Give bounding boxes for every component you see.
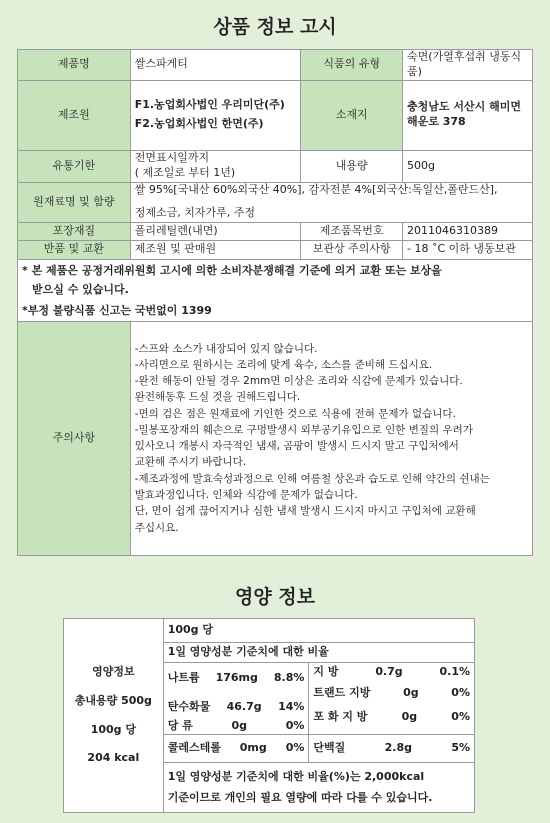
expiry-value — [130, 150, 301, 182]
product-name-value: 쌀스파게티 — [130, 50, 301, 81]
product-info-title: 상품 정보 고시 — [213, 16, 337, 38]
caution-line: -스프와 소스가 내장되어 있지 않습니다. — [134, 342, 318, 355]
caution-line: 있사오니 개봉시 자극적인 냄새, 곰팡이 발생시 드시지 말고 구입처에서 — [134, 440, 459, 453]
protein-amount: 2.8g — [384, 741, 412, 755]
maker-line-1: F1.농업회사법인 우리미단(주) — [134, 98, 285, 112]
caution-line: 완전해동후 드실 것을 권해드립니다. — [134, 391, 301, 404]
expiry-line-2: ( 제조일로 부터 1년) — [134, 166, 236, 180]
exchange-value: 제조원 및 판매원 — [130, 240, 301, 259]
sodium-name: 나트륨 — [167, 671, 200, 684]
nutrition-summary — [64, 619, 164, 813]
fat-pct: 0.1% — [439, 665, 470, 678]
caution-line: 단, 면이 쉽게 끊어지거나 심한 냄새 발생시 드시지 마시고 구입처에 교환해 — [134, 505, 476, 518]
caution-line: 발효과정입니다. 인체와 식감에 문제가 없습니다. — [134, 488, 358, 501]
storage-value: - 18 ˚C 이하 냉동보관 — [403, 240, 533, 259]
sodium-amount: 176mg — [215, 671, 258, 684]
cholesterol-cell — [163, 735, 309, 763]
report-number-value: 2011046310389 — [403, 222, 533, 240]
per-serving: 100g 당 — [163, 619, 474, 643]
ingredients-label: 원재료명 및 함량 — [18, 182, 131, 222]
notice-2: *부정 불량식품 신고는 국번없이 1399 — [22, 303, 212, 317]
expiry-label: 유통기한 — [18, 150, 131, 182]
cholesterol-name: 콜레스테롤 — [167, 741, 221, 755]
notice-1-line-2: 받으실 수 있습니다. — [32, 282, 129, 296]
nutrition-footer-line-2: 기준이므로 개인의 필요 열량에 따라 다를 수 있습니다. — [167, 790, 433, 804]
caution-line: -제조과정에 발효숙성과정으로 인해 여름철 상온과 습도로 인해 약간의 쉰내는 — [134, 472, 490, 485]
nutrition-table — [63, 618, 475, 813]
nutrient-left-block — [163, 663, 309, 735]
trans-amount: 0g — [403, 685, 419, 699]
caution-line: 교환해 주시기 바랍니다. — [134, 456, 247, 469]
exchange-label: 반품 및 교환 — [18, 240, 131, 259]
storage-label: 보관상 주의사항 — [301, 240, 403, 259]
caution-line: -완전 해동이 안될 경우 2mm면 이상은 조리와 식감에 문제가 있습니다. — [134, 375, 463, 388]
nutrient-row-carb — [168, 700, 305, 715]
nutrient-row-sat — [313, 710, 470, 725]
caution-line: -사리면으로 원하시는 조리에 맞게 육수, 소스를 준비해 드십시요. — [134, 358, 433, 371]
sodium-pct: 8.8% — [273, 671, 305, 684]
trans-pct: 0% — [451, 685, 470, 699]
nutrient-row-trans — [313, 686, 470, 701]
packaging-label: 포장재질 — [18, 222, 131, 240]
caution-line: 주십시요. — [134, 521, 179, 534]
capacity-value: 500g — [403, 150, 533, 182]
protein-name: 단백질 — [313, 741, 346, 755]
food-type-value: 숙면(가열후섭취 냉동식품) — [403, 50, 533, 81]
sat-amount: 0g — [401, 709, 418, 723]
nutrition-summary-line-2: 총내용량 500g — [74, 693, 152, 707]
capacity-label: 내용량 — [301, 150, 403, 182]
carb-pct: 14% — [278, 699, 305, 713]
sugar-name: 당 류 — [167, 718, 193, 732]
notice-box — [18, 259, 533, 321]
nutrient-row-cholesterol — [168, 741, 305, 756]
packaging-value: 폴리레틸렌(내면) — [130, 222, 301, 240]
product-name-label: 제품명 — [18, 50, 131, 81]
ingredients-line-2: 정제소금, 치자가루, 주정 — [134, 206, 255, 220]
maker-label: 제조원 — [18, 80, 131, 150]
expiry-line-1: 전면표시일까지 — [134, 151, 210, 165]
cholesterol-pct: 0% — [285, 741, 305, 755]
ingredients-value — [130, 182, 532, 222]
sugar-pct: 0% — [285, 718, 305, 732]
carb-amount: 46.7g — [226, 699, 262, 713]
fat-amount: 0.7g — [375, 665, 403, 678]
caution-line: -밀봉포장재의 훼손으로 구멍발생시 외부공기유입으로 인한 변질의 우려가 — [134, 423, 473, 436]
nutrition-summary-line-3: 100g 당 — [90, 722, 136, 736]
caution-line: -면의 검은 점은 원재료에 기인한 것으로 식용에 전혀 문제가 없습니다. — [134, 407, 456, 420]
nutrient-row-sugar — [168, 719, 305, 734]
nutrition-summary-line-1: 영양정보 — [92, 665, 135, 679]
sat-name: 포 화 지 방 — [313, 709, 368, 723]
ingredients-line-1: 쌀 95%[국내산 60%외국산 40%], 감자전분 4%[외국산:독일산,폴란드산], — [134, 183, 498, 197]
caution-list — [130, 321, 532, 555]
location-value: 충청남도 서산시 해미면 해운로 378 — [403, 80, 533, 150]
nutrient-right-block — [309, 663, 475, 735]
nutrition-summary-line-4: 204 kcal — [87, 751, 140, 765]
nutrition-footer-line-1: 1일 영양성분 기준치에 대한 비율(%)는 2,000kcal — [167, 769, 425, 783]
notice-1-line-1: * 본 제품은 공정거래위원회 고시에 의한 소비자분쟁해결 기준에 의거 교환 또는 보상을 — [22, 263, 442, 277]
nutrient-row-protein — [313, 741, 470, 756]
nutrient-row-fat — [313, 665, 470, 680]
nutrition-title: 영양 정보 — [234, 586, 316, 608]
carb-name: 탄수화물 — [167, 699, 211, 713]
report-number-label: 제조품목번호 — [301, 222, 403, 240]
trans-name: 트랜드 지방 — [313, 685, 371, 699]
maker-value — [130, 80, 301, 150]
fat-name: 지 방 — [313, 665, 339, 678]
food-type-label: 식품의 유형 — [301, 50, 403, 81]
protein-cell — [309, 735, 475, 763]
caution-label: 주의사항 — [18, 321, 131, 555]
nutrition-footer — [163, 763, 474, 813]
location-label: 소재지 — [301, 80, 403, 150]
maker-line-2: F2.농업회사법인 한면(주) — [134, 117, 264, 131]
ratio-note: 1일 영양성분 기준치에 대한 비율 — [163, 643, 474, 663]
sugar-amount: 0g — [231, 718, 248, 732]
sat-pct: 0% — [451, 709, 470, 723]
nutrient-row-sodium — [168, 671, 305, 686]
cholesterol-amount: 0mg — [239, 741, 267, 755]
protein-pct: 5% — [451, 741, 470, 755]
product-info-table — [17, 49, 533, 556]
